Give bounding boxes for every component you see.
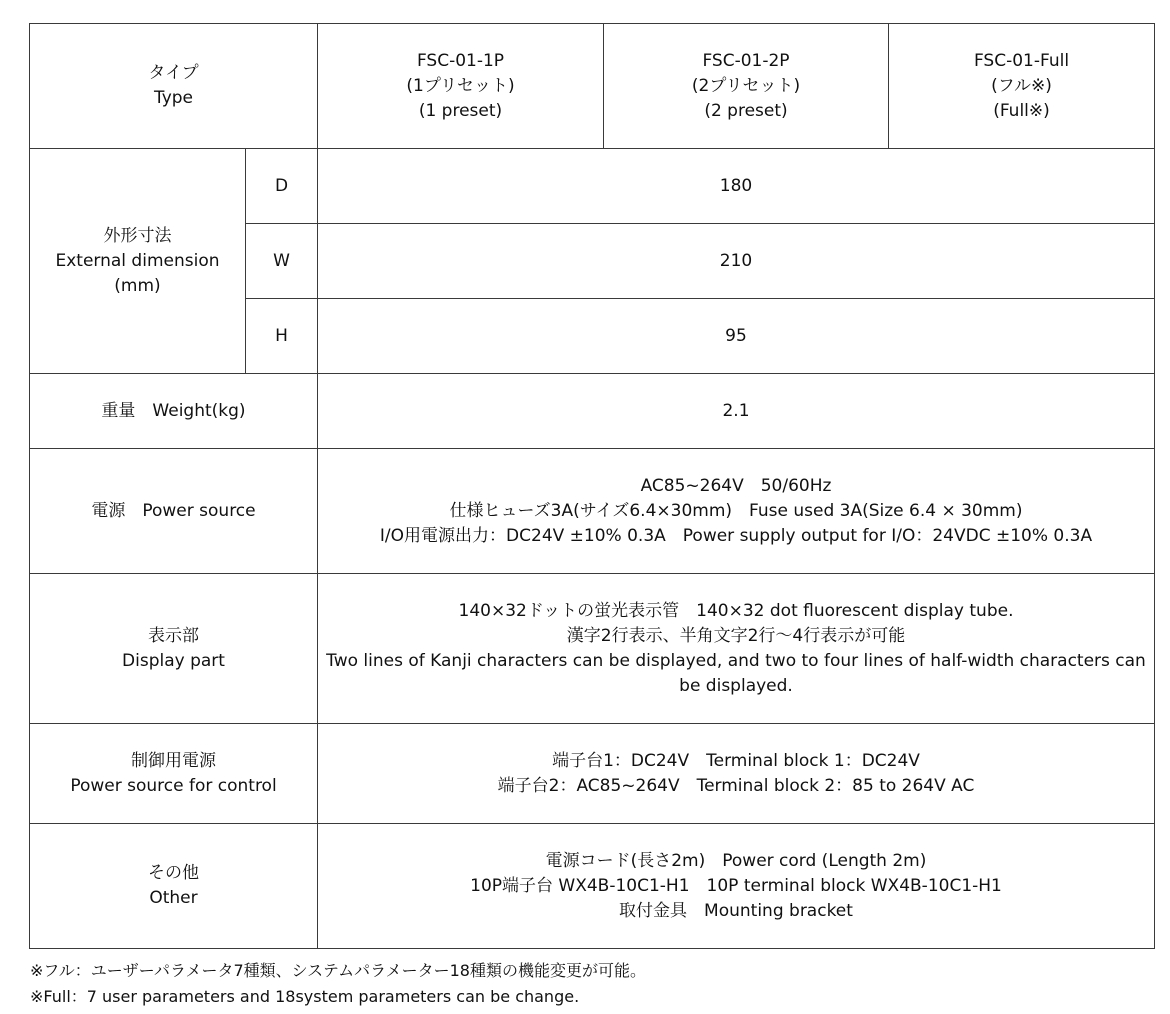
display-label-ja: 表示部	[148, 625, 199, 646]
model-name: FSC-01-2P	[702, 50, 790, 71]
footnote-en: ※Full：7 user parameters and 18system parameters can be change.	[30, 987, 580, 1006]
model-header-1p	[318, 24, 604, 149]
display-row	[30, 574, 1155, 724]
dimension-label-cell	[30, 149, 246, 374]
control-label-en: Power source for control	[70, 775, 277, 796]
display-label-cell	[30, 574, 318, 724]
model-ja: (2プリセット)	[691, 75, 801, 96]
other-label-ja: その他	[148, 863, 199, 883]
dimension-label-unit: (mm)	[114, 275, 161, 296]
weight-row	[30, 374, 1155, 449]
dimension-row-d	[30, 149, 1155, 224]
dimension-axis-w: W	[246, 224, 318, 299]
control-row	[30, 724, 1155, 824]
other-line: 10P端子台 WX4B-10C1-H1 10P terminal block WX4B-10C1-H1	[470, 875, 1002, 896]
power-line: 仕様ヒューズ3A(サイズ6.4×30mm) Fuse used 3A(Size 6.4 × 30mm)	[449, 500, 1023, 521]
model-header-full	[889, 24, 1155, 149]
model-en: (Full※)	[993, 100, 1050, 121]
control-line: 端子台2：AC85~264V Terminal block 2：85 to 264V AC	[497, 775, 975, 796]
control-label-cell	[30, 724, 318, 824]
dimension-axis-d: D	[246, 149, 318, 224]
other-line: 電源コード(長さ2m) Power cord (Length 2m)	[545, 850, 927, 871]
other-value-cell	[318, 824, 1155, 949]
power-value-cell	[318, 449, 1155, 574]
dimension-value-h: 95	[318, 299, 1155, 374]
weight-value: 2.1	[318, 374, 1155, 449]
model-ja: (1プリセット)	[406, 75, 515, 96]
other-line: 取付金具 Mounting bracket	[619, 900, 853, 921]
power-line: I/O用電源出力：DC24V ±10% 0.3A Power supply output for I/O：24VDC ±10% 0.3A	[379, 525, 1093, 546]
other-label-en: Other	[149, 888, 198, 908]
dimension-label-en: External dimension	[55, 250, 220, 271]
control-line: 端子台1：DC24V Terminal block 1：DC24V	[552, 750, 920, 771]
other-label-cell	[30, 824, 318, 949]
model-ja: (フル※)	[991, 75, 1052, 96]
power-row	[30, 449, 1155, 574]
model-header-2p	[604, 24, 889, 149]
power-label: 電源 Power source	[30, 449, 318, 574]
dimension-value-w: 210	[318, 224, 1155, 299]
control-value-cell	[318, 724, 1155, 824]
dimension-axis-h: H	[246, 299, 318, 374]
model-name: FSC-01-Full	[973, 50, 1070, 71]
footnote-ja: ※フル：ユーザーパラメータ7種類、システムパラメーター18種類の機能変更が可能。	[30, 961, 646, 980]
control-label-ja: 制御用電源	[131, 750, 216, 771]
weight-label: 重量 Weight(kg)	[30, 374, 318, 449]
spec-table	[29, 23, 1155, 949]
type-label-en: Type	[153, 88, 194, 108]
display-line: 漢字2行表示、半角文字2行～4行表示が可能	[566, 625, 906, 646]
dimension-label-ja: 外形寸法	[103, 225, 172, 246]
other-row	[30, 824, 1155, 949]
display-line: 140×32ドットの蛍光表示管 140×32 dot fluorescent display tube.	[458, 600, 1014, 621]
type-header-cell	[30, 24, 318, 149]
power-line: AC85~264V 50/60Hz	[640, 475, 832, 496]
model-en: (2 preset)	[704, 100, 788, 121]
footnotes	[30, 958, 646, 1010]
model-name: FSC-01-1P	[416, 50, 505, 71]
header-row	[30, 24, 1155, 149]
display-label-en: Display part	[122, 650, 225, 671]
display-value-cell	[318, 574, 1155, 724]
type-label-ja: タイプ	[148, 63, 199, 83]
model-en: (1 preset)	[418, 100, 503, 121]
dimension-value-d: 180	[318, 149, 1155, 224]
display-line: Two lines of Kanji characters can be displayed, and two to four lines of half-width characters can be displayed.	[326, 650, 1146, 696]
